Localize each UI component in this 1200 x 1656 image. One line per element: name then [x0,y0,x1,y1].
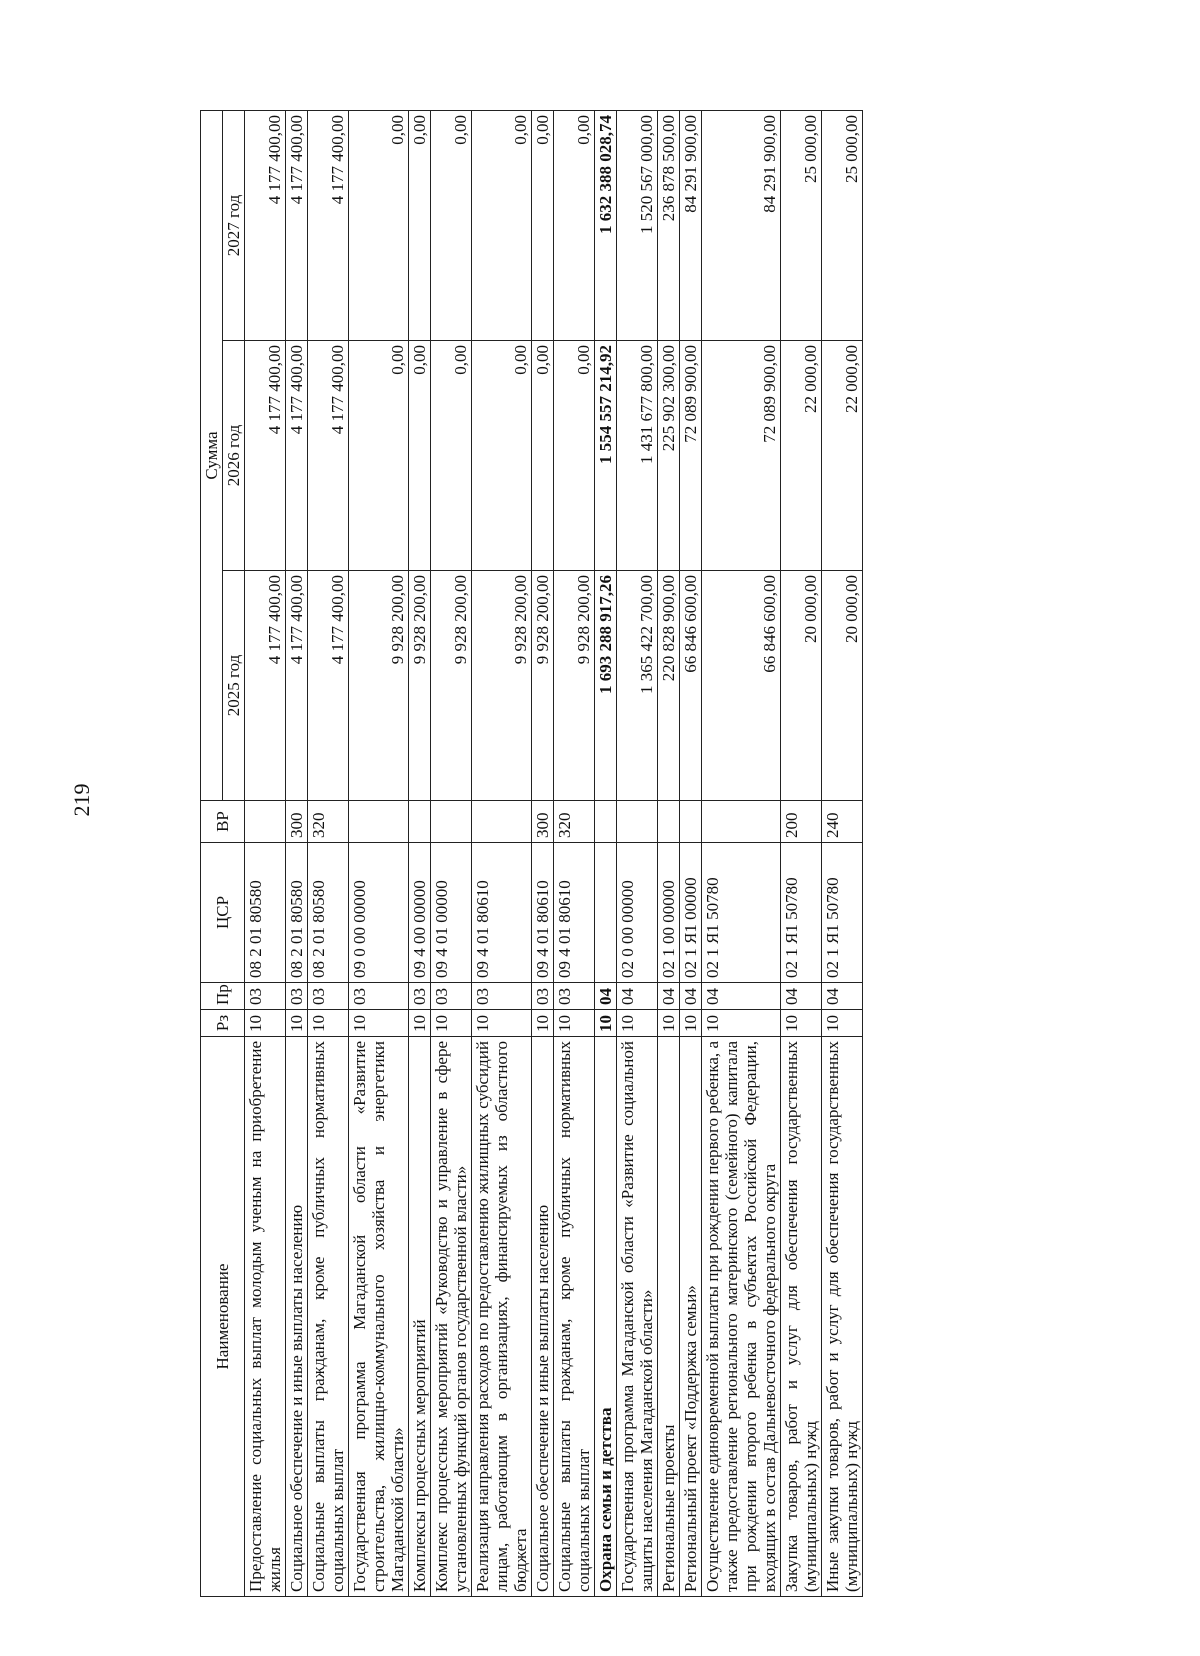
cell-pr: 04 [658,983,680,1010]
cell-2025: 220 828 900,00 [658,571,680,801]
cell-csr: 09 4 01 80610 [532,843,554,983]
cell-2025: 9 928 200,00 [472,571,532,801]
cell-csr: 09 4 01 80610 [472,843,532,983]
cell-vr [658,801,680,843]
cell-2025: 66 846 600,00 [680,571,702,801]
cell-pr: 03 [532,983,554,1010]
table-row [595,111,617,1597]
table-row [781,111,822,1597]
cell-pr: 04 [680,983,702,1010]
cell-2027: 0,00 [532,111,554,341]
cell-2026: 0,00 [532,341,554,571]
header-year-2026: 2026 год [223,341,245,571]
table-row [658,111,680,1597]
cell-2027: 0,00 [349,111,409,341]
cell-name: Социальное обеспечение и иные выплаты населению [286,1037,308,1597]
cell-pr: 03 [349,983,409,1010]
cell-2026: 4 177 400,00 [308,341,349,571]
cell-2025: 9 928 200,00 [431,571,472,801]
cell-2026: 72 089 900,00 [702,341,781,571]
cell-2027: 0,00 [554,111,595,341]
cell-2026: 0,00 [554,341,595,571]
cell-2025: 66 846 600,00 [702,571,781,801]
header-row-1 [201,111,223,1597]
cell-2026: 0,00 [349,341,409,571]
cell-vr: 300 [532,801,554,843]
cell-pr: 04 [822,983,863,1010]
cell-csr: 02 1 Я1 50780 [781,843,822,983]
cell-2026: 0,00 [472,341,532,571]
cell-vr: 200 [781,801,822,843]
cell-pr: 03 [472,983,532,1010]
cell-2025: 9 928 200,00 [409,571,431,801]
cell-name: Иные закупки товаров, работ и услуг для обеспечения государственных (муниципальных) нужд [822,1037,863,1597]
cell-csr: 02 0 00 00000 [617,843,658,983]
table-row [245,111,286,1597]
header-year-2025: 2025 год [223,571,245,801]
cell-vr [245,801,286,843]
cell-2025: 9 928 200,00 [532,571,554,801]
cell-pr: 03 [431,983,472,1010]
cell-name: Комплексы процессных мероприятий [409,1037,431,1597]
table-row [431,111,472,1597]
cell-2027: 1 632 388 028,74 [595,111,617,341]
cell-csr: 02 1 Я1 50780 [822,843,863,983]
cell-name: Комплекс процессных мероприятий «Руководство и управление в сфере установленных функций органов государственной власти» [431,1037,472,1597]
cell-name: Социальное обеспечение и иные выплаты населению [532,1037,554,1597]
cell-csr: 08 2 01 80580 [286,843,308,983]
cell-csr: 09 4 01 00000 [431,843,472,983]
cell-2027: 4 177 400,00 [286,111,308,341]
cell-rz: 10 [409,1010,431,1037]
cell-vr [702,801,781,843]
table-body [245,111,863,1597]
cell-vr: 240 [822,801,863,843]
cell-vr: 300 [286,801,308,843]
cell-rz: 10 [680,1010,702,1037]
cell-csr: 09 4 00 00000 [409,843,431,983]
cell-2025: 4 177 400,00 [308,571,349,801]
cell-pr: 04 [702,983,781,1010]
page-number: 219 [69,783,94,817]
cell-name: Осуществление единовременной выплаты при рождении первого ребенка, а также предоставление регионального материнского (семейного) капитала при рождении второго ребенка в субъектах Российской Федерации, входящих в состав Дальневосточного федерального округа [702,1037,781,1597]
header-vr: ВР [201,801,245,843]
cell-vr: 320 [554,801,595,843]
header-pr: Пр [201,983,245,1010]
cell-2025: 9 928 200,00 [349,571,409,801]
header-name: Наименование [201,1037,245,1597]
cell-name: Реализация направления расходов по предоставлению жилищных субсидий лицам, работающим в организациях, финансируемых из областного бюджета [472,1037,532,1597]
cell-name: Региональный проект «Поддержка семьи» [680,1037,702,1597]
cell-2025: 1 365 422 700,00 [617,571,658,801]
cell-pr: 04 [595,983,617,1010]
cell-2027: 84 291 900,00 [680,111,702,341]
cell-pr: 04 [617,983,658,1010]
cell-vr: 320 [308,801,349,843]
cell-2027: 0,00 [409,111,431,341]
cell-rz: 10 [472,1010,532,1037]
cell-2026: 1 431 677 800,00 [617,341,658,571]
table-row [349,111,409,1597]
table-row [822,111,863,1597]
header-sum: Сумма [201,111,223,801]
cell-2026: 4 177 400,00 [245,341,286,571]
cell-pr: 03 [245,983,286,1010]
cell-rz: 10 [308,1010,349,1037]
cell-csr [595,843,617,983]
cell-rz: 10 [658,1010,680,1037]
cell-name: Охрана семьи и детства [595,1037,617,1597]
cell-2026: 72 089 900,00 [680,341,702,571]
cell-2026: 0,00 [409,341,431,571]
cell-csr: 02 1 00 00000 [658,843,680,983]
cell-name: Социальные выплаты гражданам, кроме публичных нормативных социальных выплат [554,1037,595,1597]
cell-name: Социальные выплаты гражданам, кроме публичных нормативных социальных выплат [308,1037,349,1597]
cell-rz: 10 [245,1010,286,1037]
budget-table [200,110,863,1597]
cell-2025: 1 693 288 917,26 [595,571,617,801]
cell-name: Закупка товаров, работ и услуг для обеспечения государственных (муниципальных) нужд [781,1037,822,1597]
cell-csr: 02 1 Я1 00000 [680,843,702,983]
cell-name: Региональные проекты [658,1037,680,1597]
cell-pr: 03 [286,983,308,1010]
cell-pr: 03 [409,983,431,1010]
cell-vr [595,801,617,843]
table-row [286,111,308,1597]
budget-table-rotated [200,111,1090,1597]
table-row [532,111,554,1597]
header-csr: ЦСР [201,843,245,983]
cell-2027: 84 291 900,00 [702,111,781,341]
cell-2025: 9 928 200,00 [554,571,595,801]
cell-vr [472,801,532,843]
table-row [680,111,702,1597]
cell-rz: 10 [595,1010,617,1037]
cell-2027: 1 520 567 000,00 [617,111,658,341]
cell-2027: 4 177 400,00 [245,111,286,341]
cell-2027: 25 000,00 [781,111,822,341]
cell-rz: 10 [431,1010,472,1037]
cell-csr: 02 1 Я1 50780 [702,843,781,983]
cell-2026: 22 000,00 [822,341,863,571]
cell-2027: 0,00 [472,111,532,341]
cell-rz: 10 [617,1010,658,1037]
cell-vr [409,801,431,843]
cell-name: Государственная программа Магаданской области «Развитие социальной защиты населения Магаданской области» [617,1037,658,1597]
cell-2025: 4 177 400,00 [245,571,286,801]
table-row [554,111,595,1597]
cell-2025: 20 000,00 [781,571,822,801]
cell-name: Предоставление социальных выплат молодым ученым на приобретение жилья [245,1037,286,1597]
cell-2025: 20 000,00 [822,571,863,801]
cell-2027: 4 177 400,00 [308,111,349,341]
cell-pr: 04 [781,983,822,1010]
cell-2027: 0,00 [431,111,472,341]
cell-rz: 10 [702,1010,781,1037]
header-year-2027: 2027 год [223,111,245,341]
table-row [617,111,658,1597]
cell-rz: 10 [822,1010,863,1037]
cell-csr: 08 2 01 80580 [308,843,349,983]
cell-vr [617,801,658,843]
cell-rz: 10 [532,1010,554,1037]
cell-pr: 03 [308,983,349,1010]
cell-2027: 25 000,00 [822,111,863,341]
table-row [409,111,431,1597]
header-rz: Рз [201,1010,245,1037]
cell-2025: 4 177 400,00 [286,571,308,801]
cell-2027: 236 878 500,00 [658,111,680,341]
cell-vr [349,801,409,843]
table-row [308,111,349,1597]
cell-2026: 22 000,00 [781,341,822,571]
cell-pr: 03 [554,983,595,1010]
cell-rz: 10 [349,1010,409,1037]
cell-name: Государственная программа Магаданской области «Развитие строительства, жилищно-коммунального хозяйства и энергетики Магаданской области» [349,1037,409,1597]
cell-rz: 10 [286,1010,308,1037]
table-row [472,111,532,1597]
cell-vr [431,801,472,843]
cell-csr: 09 4 01 80610 [554,843,595,983]
cell-rz: 10 [781,1010,822,1037]
cell-2026: 0,00 [431,341,472,571]
cell-2026: 1 554 557 214,92 [595,341,617,571]
cell-2026: 4 177 400,00 [286,341,308,571]
cell-vr [680,801,702,843]
cell-rz: 10 [554,1010,595,1037]
cell-csr: 08 2 01 80580 [245,843,286,983]
table-row [702,111,781,1597]
cell-csr: 09 0 00 00000 [349,843,409,983]
cell-2026: 225 902 300,00 [658,341,680,571]
